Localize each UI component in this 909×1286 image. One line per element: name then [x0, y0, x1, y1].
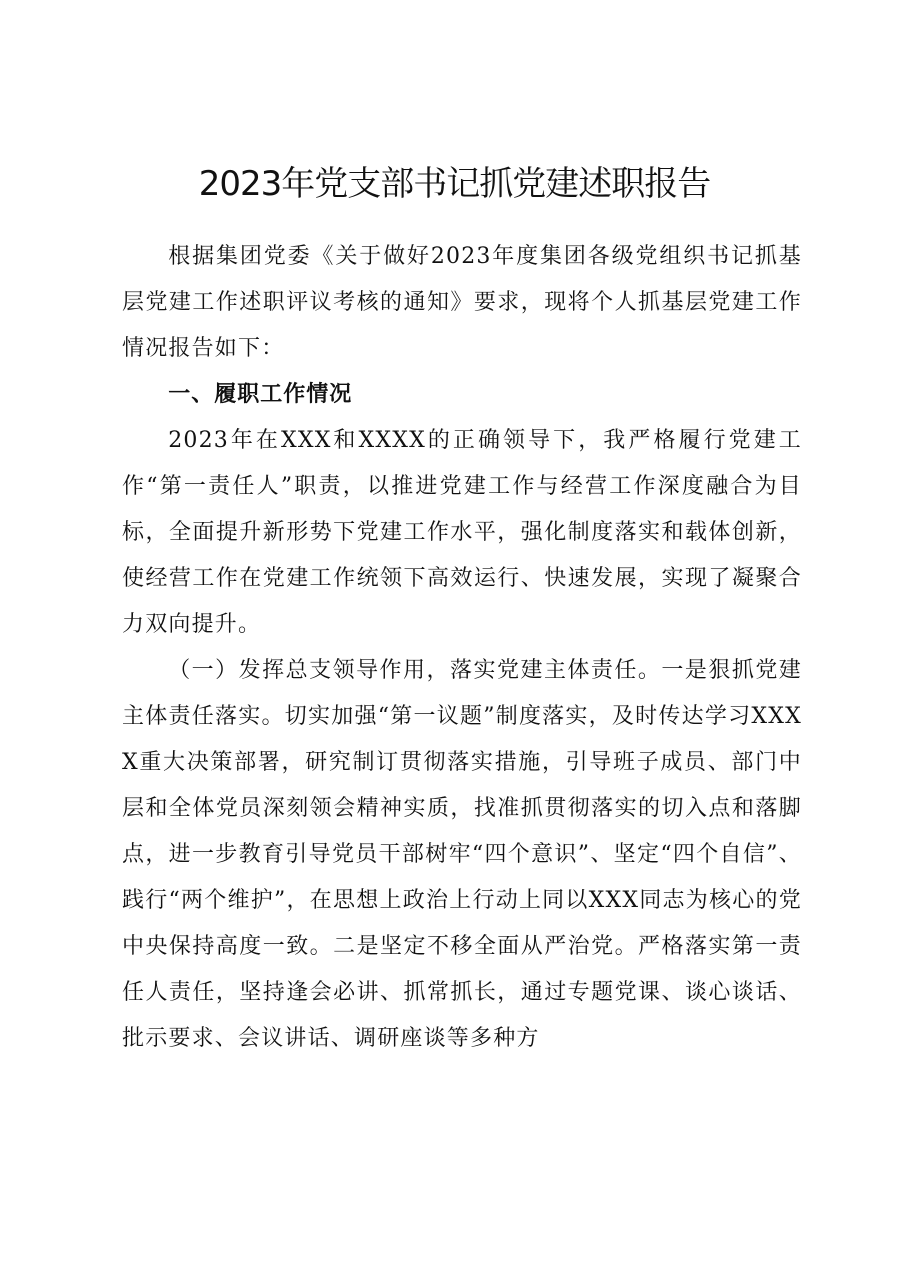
subsection-1-paragraph	[122, 648, 802, 1062]
document-title: 2023年党支部书记抓党建述职报告	[198, 164, 711, 204]
subsection-1-body: 一是狠抓党建主体责任落实。切实加强“第一议题”制度落实，及时传达学习XXXX重大决策部署，研究制订贯彻落实措施，引导班子成员、部门中层和全体党员深刻领会精神实质，找准抓贯彻落实的切入点和落脚点，进一步教育引导党员干部树牢“四个意识”、坚定“四个自信”、践行“两个维护”，在思想上政治上行动上同以XXX同志为核心的党中央保持高度一致。二是坚定不移全面从严治党。严格落实第一责任人责任，坚持逢会必讲、抓常抓长，通过专题党课、谈心谈话、批示要求、会议讲话、调研座谈等多种方	[122, 658, 802, 1051]
section-heading-1: 一、履职工作情况	[168, 382, 353, 407]
intro-paragraph: 根据集团党委《关于做好2023年度集团各级党组织书记抓基层党建工作述职评议考核的通知》要求，现将个人抓基层党建工作情况报告如下：	[122, 244, 802, 361]
subsection-1-heading: （一）发挥总支领导作用，落实党建主体责任。	[168, 658, 662, 683]
section-1-paragraph: 2023年在XXX和XXXX的正确领导下，我严格履行党建工作“第一责任人”职责，以推进党建工作与经营工作深度融合为目标，全面提升新形势下党建工作水平，强化制度落实和载体创新，使经营工作在党建工作统领下高效运行、快速发展，实现了凝聚合力双向提升。	[122, 428, 802, 637]
document-body	[122, 234, 802, 1062]
